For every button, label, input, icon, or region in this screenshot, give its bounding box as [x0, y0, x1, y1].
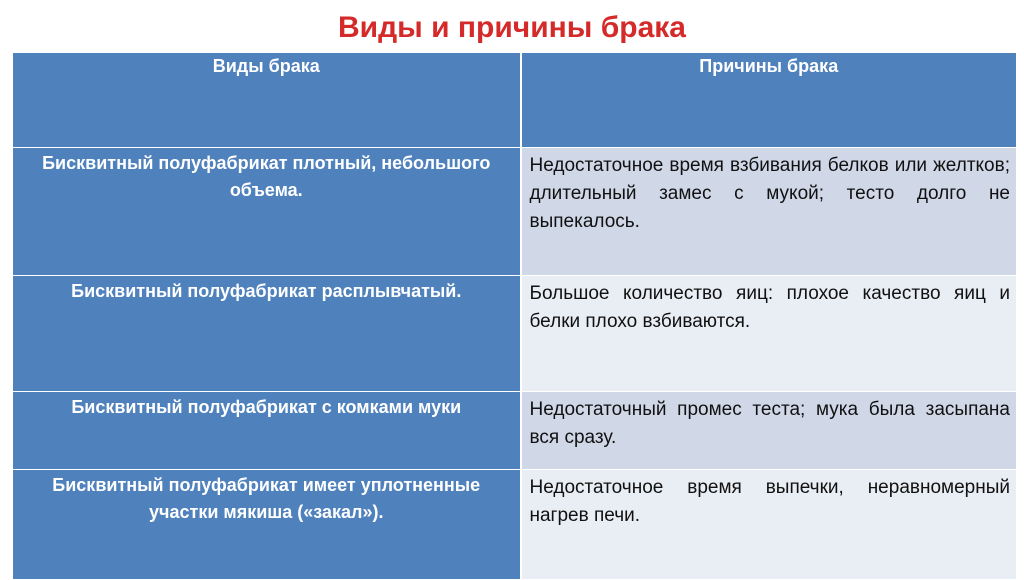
- table-row: [13, 148, 1017, 276]
- table-row: [13, 276, 1017, 392]
- defect-type-cell: Бисквитный полуфабрикат плотный, небольшого объема.: [13, 148, 521, 276]
- slide-title: Виды и причины брака: [338, 11, 686, 44]
- table-header-row: [13, 53, 1017, 148]
- table-row: [13, 392, 1017, 470]
- defect-type-cell: Бисквитный полуфабрикат с комками муки: [13, 392, 521, 470]
- header-causes: Причины брака: [521, 53, 1017, 148]
- defects-table: [12, 52, 1017, 580]
- header-types: Виды брака: [13, 53, 521, 148]
- defect-cause-cell: Недостаточное время взбивания белков или желтков; длительный замес с мукой; тесто долго не выпекалось.: [521, 148, 1017, 276]
- defect-type-cell: Бисквитный полуфабрикат имеет уплотненные участки мякиша («закал»).: [13, 470, 521, 580]
- defect-cause-cell: Недостаточное время выпечки, неравномерный нагрев печи.: [521, 470, 1017, 580]
- defect-type-cell: Бисквитный полуфабрикат расплывчатый.: [13, 276, 521, 392]
- defect-cause-cell: Большое количество яиц: плохое качество яиц и белки плохо взбиваются.: [521, 276, 1017, 392]
- table-row: [13, 470, 1017, 580]
- defect-cause-cell: Недостаточный промес теста; мука была засыпана вся сразу.: [521, 392, 1017, 470]
